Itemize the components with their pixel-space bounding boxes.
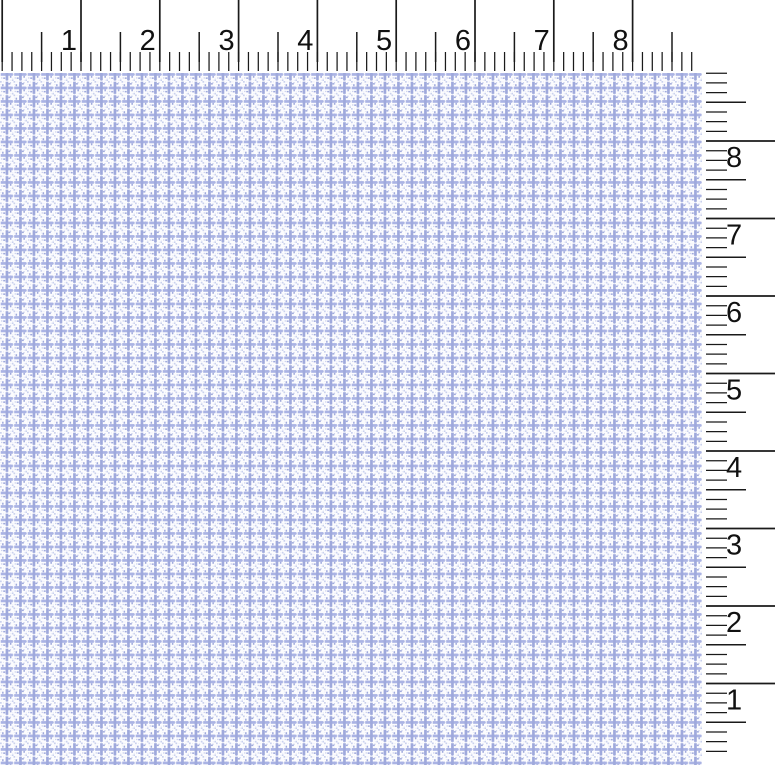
right-ruler-label-7: 7 [726,219,743,252]
top-ruler-label-4: 4 [297,25,314,57]
right-ruler-label-5: 5 [726,374,743,407]
top-ruler-label-5: 5 [376,25,393,57]
right-ruler-label-2: 2 [726,607,743,639]
top-ruler [2,0,692,71]
fabric-swatch [0,73,702,765]
top-ruler-label-3: 3 [218,25,235,57]
top-ruler-label-2: 2 [139,25,156,57]
right-ruler [706,73,775,751]
right-ruler-label-4: 4 [726,452,743,484]
top-ruler-label-1: 1 [60,25,77,57]
right-ruler-label-1: 1 [726,684,743,717]
top-ruler-label-7: 7 [533,25,550,57]
right-ruler-label-6: 6 [726,297,743,329]
top-ruler-label-6: 6 [454,25,471,57]
right-ruler-label-8: 8 [726,142,743,174]
right-ruler-label-3: 3 [726,529,743,562]
top-ruler-label-8: 8 [612,25,629,57]
